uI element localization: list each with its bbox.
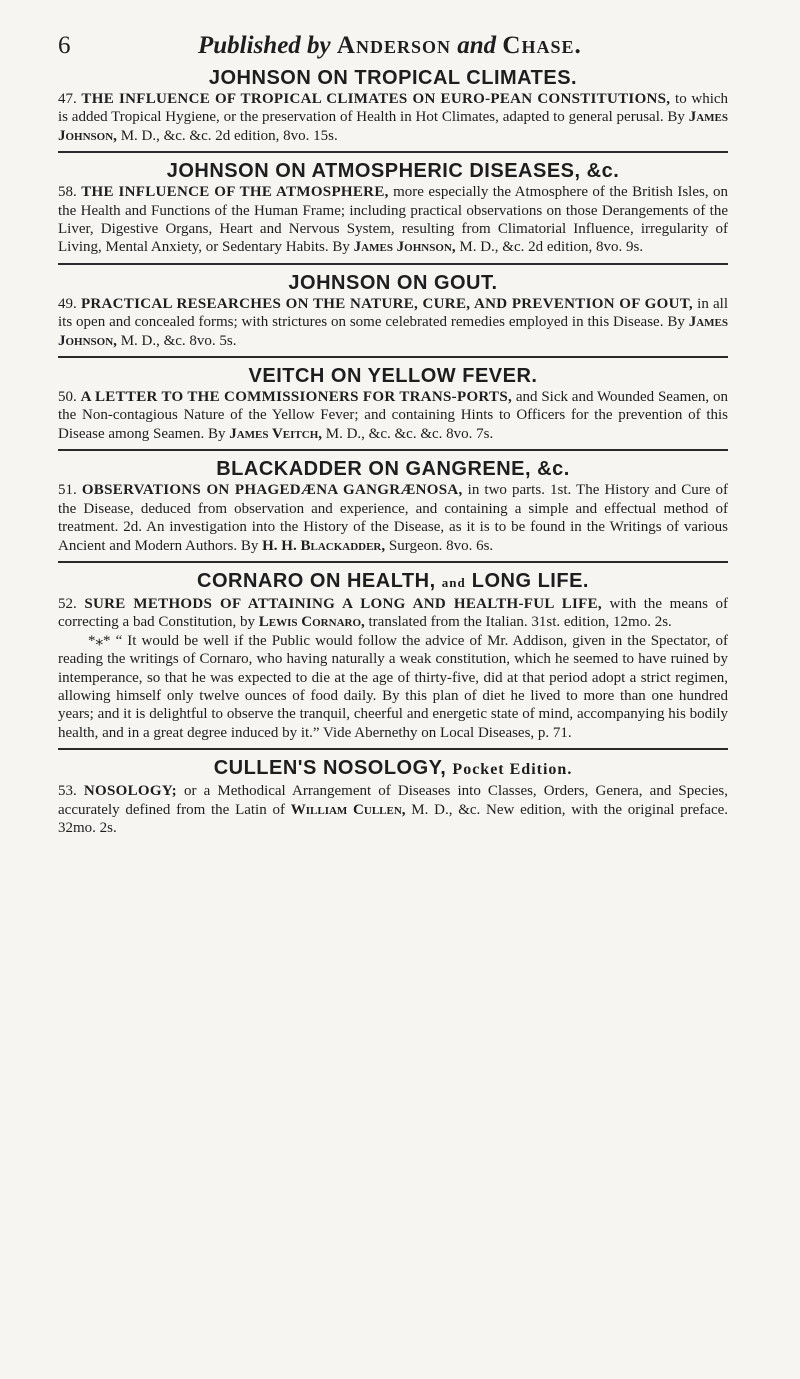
entry-body: 47. THE INFLUENCE OF TROPICAL CLIMATES ON EURO-PEAN CONSTITUTIONS, to which is added Tropical Hygiene, or the preservation of Health in Hot Climates, adapted to general perusal. By James Johnson, M. D., &c. &c. 2d edition, 8vo. 15s. xyxy=(58,91,729,144)
page-number: 6 xyxy=(58,32,71,59)
entry-cullen-nosology xyxy=(58,756,728,837)
author-name: James Johnson, xyxy=(58,314,729,349)
divider-rule xyxy=(58,151,728,153)
running-head xyxy=(58,30,728,66)
entry-johnson-atmospheric xyxy=(58,159,728,257)
entry-heading: JOHNSON ON ATMOSPHERIC DISEASES, &c. xyxy=(166,160,620,183)
entry-body: 53. NOSOLOGY; or a Methodical Arrangement of Diseases into Classes, Orders, Genera, and Species, accurately defined from the Latin of William Cullen, M. D., &c. New edition, with the original preface. 32mo. 2s. xyxy=(58,783,729,836)
book-page xyxy=(58,30,728,837)
entry-cornaro-health xyxy=(58,569,728,742)
entry-heading: CULLEN'S NOSOLOGY, Pocket Edition. xyxy=(213,757,573,780)
author-name: H. H. Blackadder, xyxy=(262,537,386,554)
divider-rule xyxy=(58,356,728,358)
author-name: James Veitch, xyxy=(229,425,323,442)
divider-rule xyxy=(58,561,728,563)
entry-body: 49. PRACTICAL RESEARCHES ON THE NATURE, CURE, AND PREVENTION OF GOUT, in all its open and concealed forms; with strictures on some celebrated remedies employed in this Disease. By James Johnson, M. D., &c. 8vo. 5s. xyxy=(58,295,729,349)
running-title: Published by Anderson and Chase. xyxy=(198,32,582,59)
author-name: James Johnson, xyxy=(353,239,456,256)
entry-heading: BLACKADDER ON GANGRENE, &c. xyxy=(216,458,570,481)
entry-body: 52. SURE METHODS OF ATTAINING A LONG AND HEALTH-FUL LIFE, with the means of correcting a bad Constitution, by Lewis Cornaro, translated from the Italian. 31st. edition, 12mo. 2s. xyxy=(58,595,729,631)
publisher-2: Chase. xyxy=(502,32,582,59)
entry-blackadder-gangrene xyxy=(58,457,728,555)
entry-body: 58. THE INFLUENCE OF THE ATMOSPHERE, more especially the Atmosphere of the British Isles, on the Health and Functions of the Human Frame; including practical observations on those Derangements of the Liver, Digestive Organs, Heart and Nervous System, resulting from Climatorial Influence, irregularity of Living, Mental Anxiety, or Sedentary Habits. By James Johnson, M. D., &c. 2d edition, 8vo. 9s. xyxy=(58,184,729,256)
entry-note: *⁎* “ It would be well if the Public would follow the advice of Mr. Addison, given in the Spectator, of reading the writings of Cornaro, who having naturally a weak constitution, which he seemed to have ruined by intemperance, so that he was expected to die at the age of thirty-five, did at that period adopt a strict regimen, allowing himself only twelve ounces of food daily. By this plan of diet he lived to more than one hundred years; and it is delightful to observe the tranquil, cheerful and energetic state of mind, accompanying his bodily health, and in a great degree induced by it.” Vide Abernethy on Local Diseases, p. 71. xyxy=(58,632,729,741)
entry-heading: JOHNSON ON GOUT. xyxy=(288,271,498,294)
entry-body: 50. A LETTER TO THE COMMISSIONERS FOR TRANS-PORTS, and Sick and Wounded Seamen, on the Non-contagious Nature of the Yellow Fever; and containing Hints to Officers for the prevention of this Disease among Seamen. By James Veitch, M. D., &c. &c. &c. 8vo. 7s. xyxy=(58,389,729,442)
entry-heading: CORNARO ON HEALTH, and LONG LIFE. xyxy=(197,569,589,592)
entry-johnson-tropical xyxy=(58,66,728,145)
publisher-1: Anderson xyxy=(336,32,451,59)
entry-johnson-gout xyxy=(58,271,728,350)
divider-rule xyxy=(58,449,728,451)
divider-rule xyxy=(58,263,728,265)
entry-body: 51. OBSERVATIONS ON PHAGEDÆNA GANGRÆNOSA, in two parts. 1st. The History and Cure of the Disease, deduced from observation and experience, and containing a simple and effectual method of treatment. 2d. An investigation into the History of the Disease, as it is to be found in the Writings of various Ancient and Modern Authors. By H. H. Blackadder, Surgeon. 8vo. 6s. xyxy=(58,482,729,554)
author-name: Lewis Cornaro, xyxy=(258,614,365,631)
author-name: James Johnson, xyxy=(58,109,729,144)
entry-heading: JOHNSON ON TROPICAL CLIMATES. xyxy=(208,67,578,89)
asterism-mark: *⁎* xyxy=(88,632,111,649)
entry-heading: VEITCH ON YELLOW FEVER. xyxy=(248,365,538,388)
author-name: William Cullen, xyxy=(290,801,406,818)
divider-rule xyxy=(58,748,728,750)
entry-veitch-yellow-fever xyxy=(58,364,728,443)
